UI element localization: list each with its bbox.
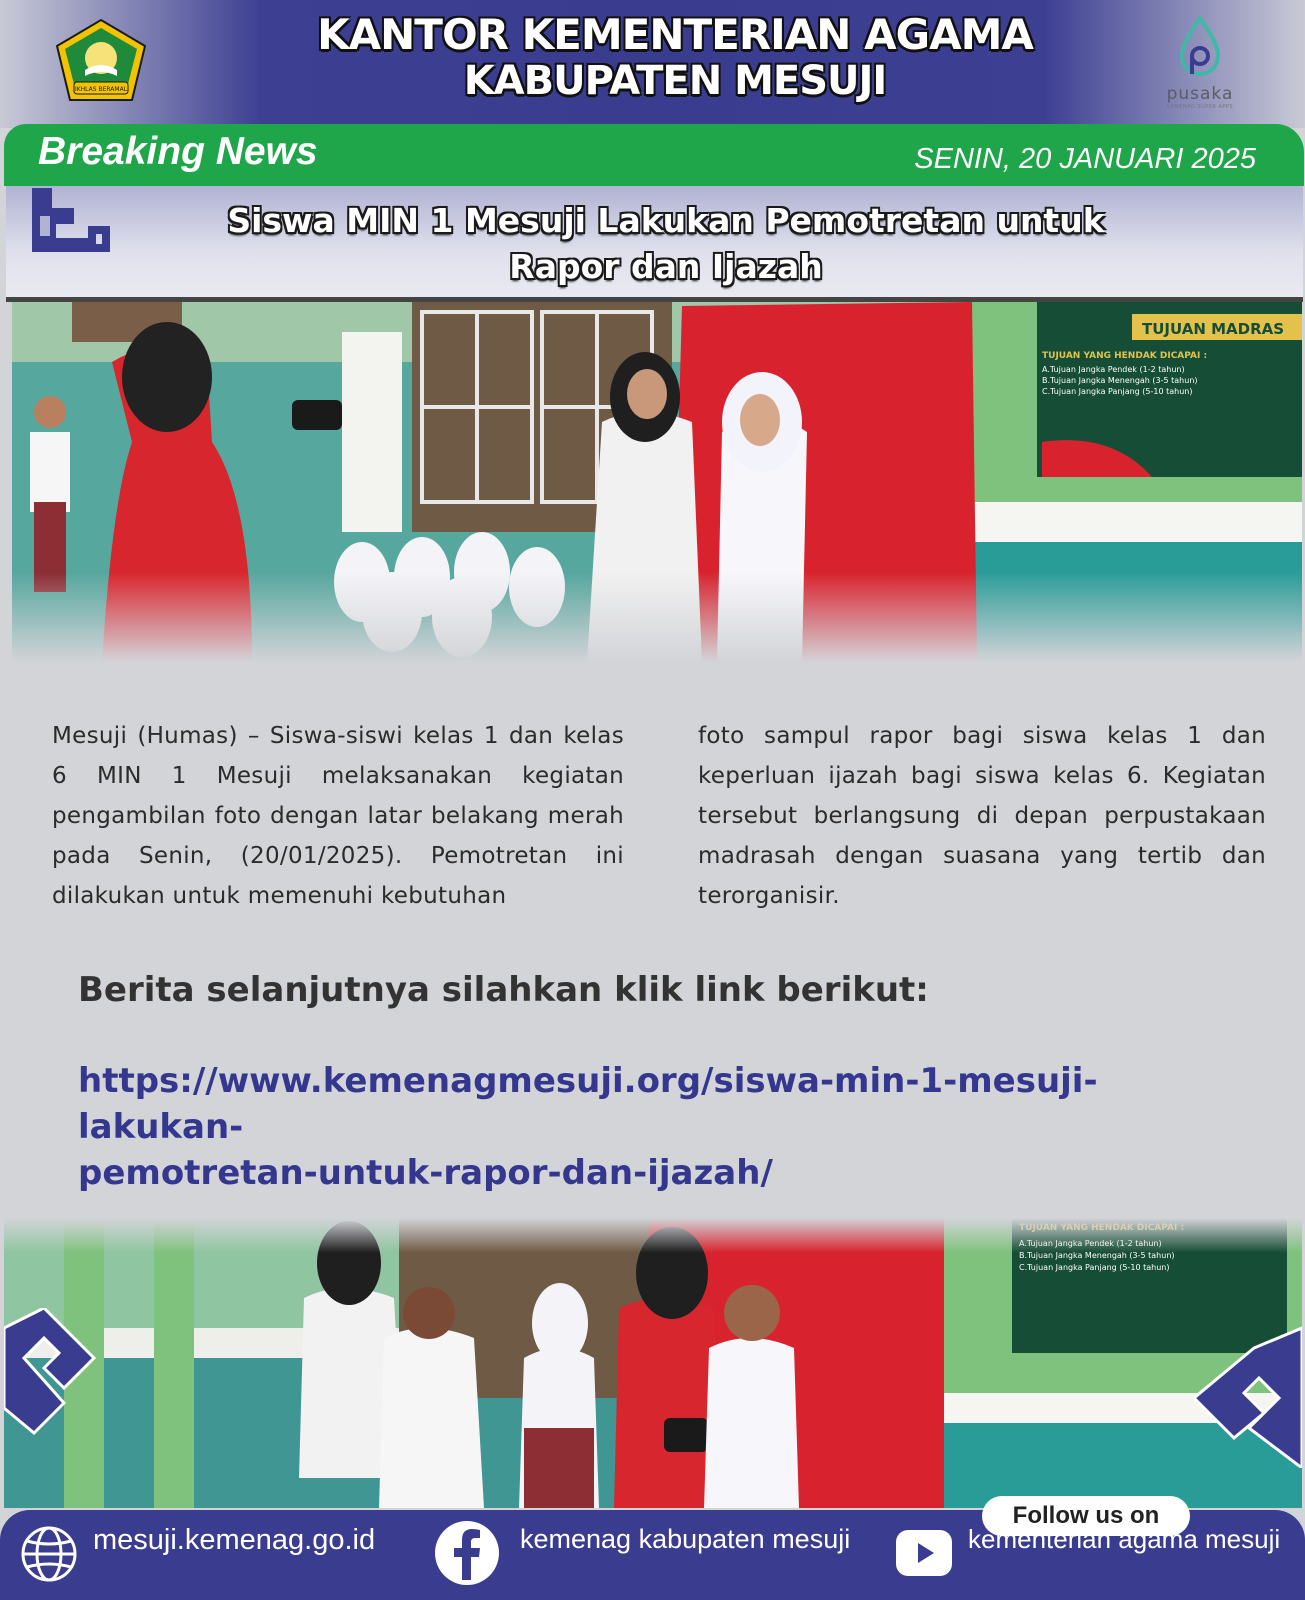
header-title-line2: KABUPATEN MESUJI <box>463 58 887 104</box>
header-title-line1: KANTOR KEMENTERIAN AGAMA <box>317 10 1033 59</box>
ornament-icon <box>26 186 116 266</box>
youtube-icon[interactable] <box>896 1530 952 1576</box>
photo-bottom <box>4 1218 1302 1508</box>
ornament-left-icon <box>4 1308 100 1458</box>
youtube-link[interactable]: kementerian agama mesuji <box>968 1524 1281 1554</box>
follow-us-label: Follow us on <box>982 1496 1190 1536</box>
photo-top <box>12 302 1302 662</box>
pusaka-logo <box>1150 16 1250 116</box>
facebook-icon[interactable] <box>434 1520 500 1586</box>
photo-top-illustration <box>12 302 1302 662</box>
pusaka-drop-icon <box>1178 16 1222 78</box>
website-link[interactable]: mesuji.kemenag.go.id <box>93 1524 376 1556</box>
headline <box>166 198 1166 290</box>
headline-band <box>6 186 1303 297</box>
article-link[interactable] <box>78 1058 1258 1196</box>
article-right-column <box>698 716 1266 916</box>
header-banner <box>0 0 1305 128</box>
article-left-text: Mesuji (Humas) – Siswa-siswi kelas 1 dan kelas 6 MIN 1 Mesuji melaksanakan kegiatan pengambilan foto dengan latar belakang merah pada Senin, (20/01/2025). Pemotretan ini dilakukan untuk memenuhi kebutuhan <box>52 723 624 909</box>
article-left-column <box>52 716 624 916</box>
breaking-news-label: Breaking News <box>38 130 318 173</box>
pusaka-word: pusaka <box>1166 84 1234 104</box>
article-right-text: foto sampul rapor bagi siswa kelas 1 dan keperluan ijazah bagi siswa kelas 6. Kegiatan tersebut berlangsung di depan perpustakaan madrasah dengan suasana yang tertib dan terorganisir. <box>698 723 1266 909</box>
pusaka-subtitle: KEMENAG SUPER APPS <box>1166 104 1234 110</box>
breaking-news-bar <box>4 124 1304 186</box>
cta-text: Berita selanjutnya silahkan klik link berikut: <box>78 970 929 1010</box>
headline-line2: Rapor dan Ijazah <box>509 247 823 286</box>
article-link-line2[interactable]: pemotretan-untuk-rapor-dan-ijazah/ <box>78 1153 773 1193</box>
article-link-line1[interactable]: https://www.kemenagmesuji.org/siswa-min-1-mesuji-lakukan- <box>78 1061 1098 1147</box>
photo-bottom-illustration <box>4 1218 1302 1508</box>
headline-line1: Siswa MIN 1 Mesuji Lakukan Pemotretan untuk <box>227 201 1105 240</box>
facebook-link[interactable]: kemenag kabupaten mesuji <box>520 1524 851 1554</box>
logo-left-text: IKHLAS BERAMAL <box>74 86 128 93</box>
header-title <box>0 12 1305 104</box>
news-date: SENIN, 20 JANUARI 2025 <box>914 143 1256 175</box>
globe-icon[interactable] <box>20 1525 78 1583</box>
ornament-right-icon <box>1194 1318 1302 1468</box>
